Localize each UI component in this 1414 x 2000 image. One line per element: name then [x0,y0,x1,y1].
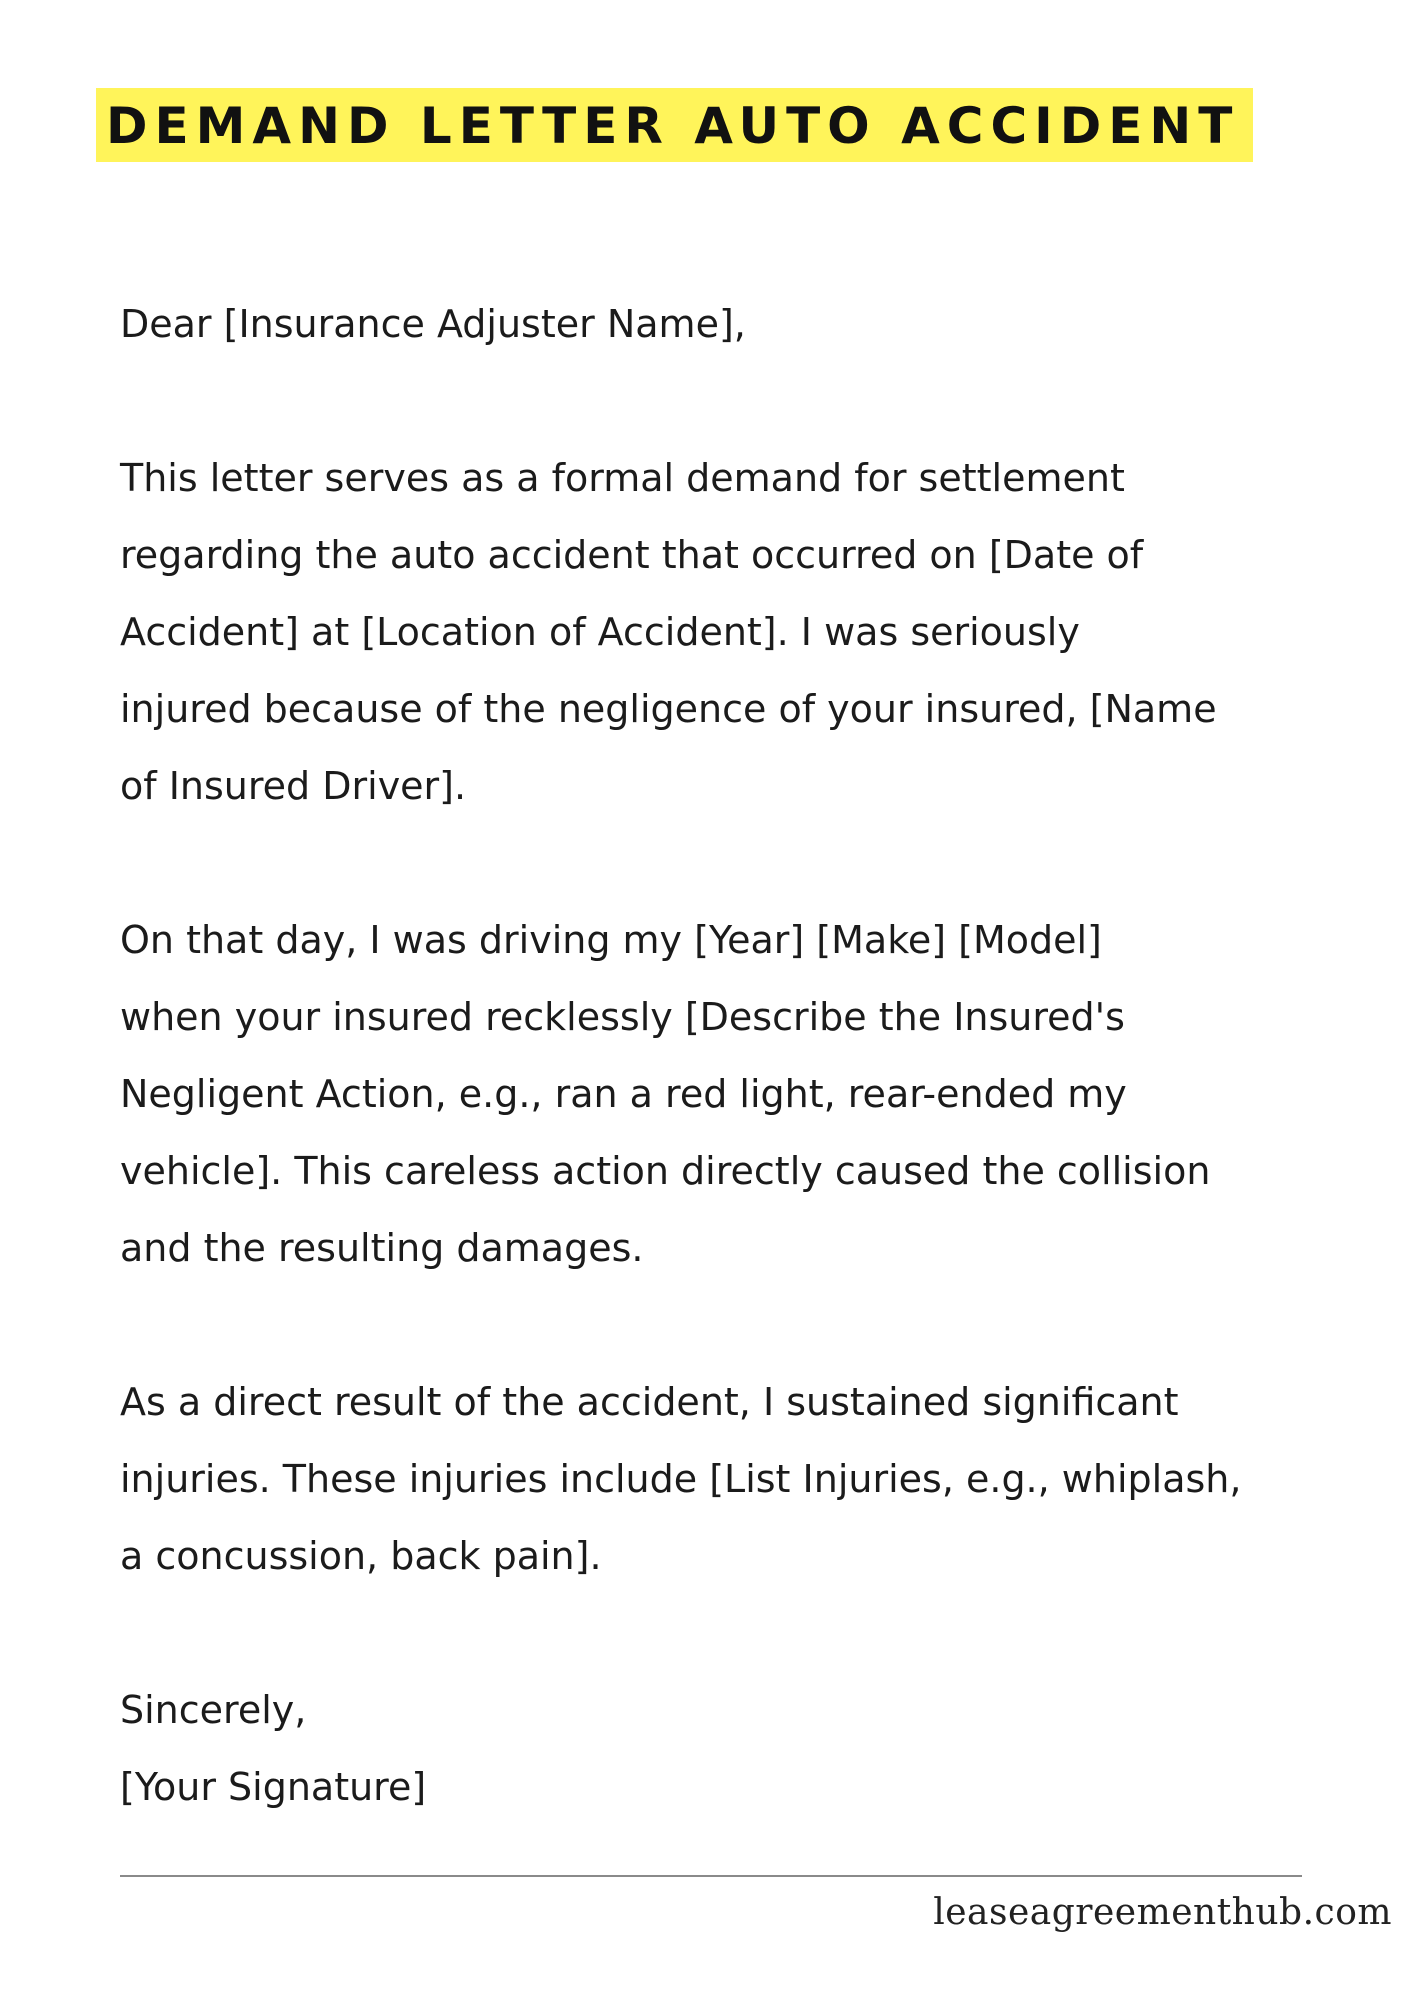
footer-site-name: leaseagreementhub.com [933,1892,1392,1933]
signature-placeholder: [Your Signature] [120,1765,427,1809]
paragraph-intro: This letter serves as a formal demand for settlement regarding the auto accident that occurred on [Date of Accident] at [Location of Accident]. I was seriously injured because of the negligence of your insured, [Name of Insured Driver]. [120,456,1217,808]
paragraph-incident: On that day, I was driving my [Year] [Make] [Model] when your insured recklessly [Describe the Insured's Negligent Action, e.g., ran a red light, rear-ended my vehicle]. This careless action directly caused the collision and the resulting damages. [120,918,1211,1270]
title-container [96,88,1253,162]
closing: Sincerely, [120,1688,307,1732]
paragraph-injuries: As a direct result of the accident, I sustained significant injuries. These injuries include [List Injuries, e.g., whiplash, a concussion, back pain]. [120,1380,1242,1578]
salutation: Dear [Insurance Adjuster Name], [120,302,746,346]
letter-body [120,286,1360,1826]
footer-divider [120,1875,1302,1877]
document-title: DEMAND LETTER AUTO ACCIDENT [96,88,1253,162]
